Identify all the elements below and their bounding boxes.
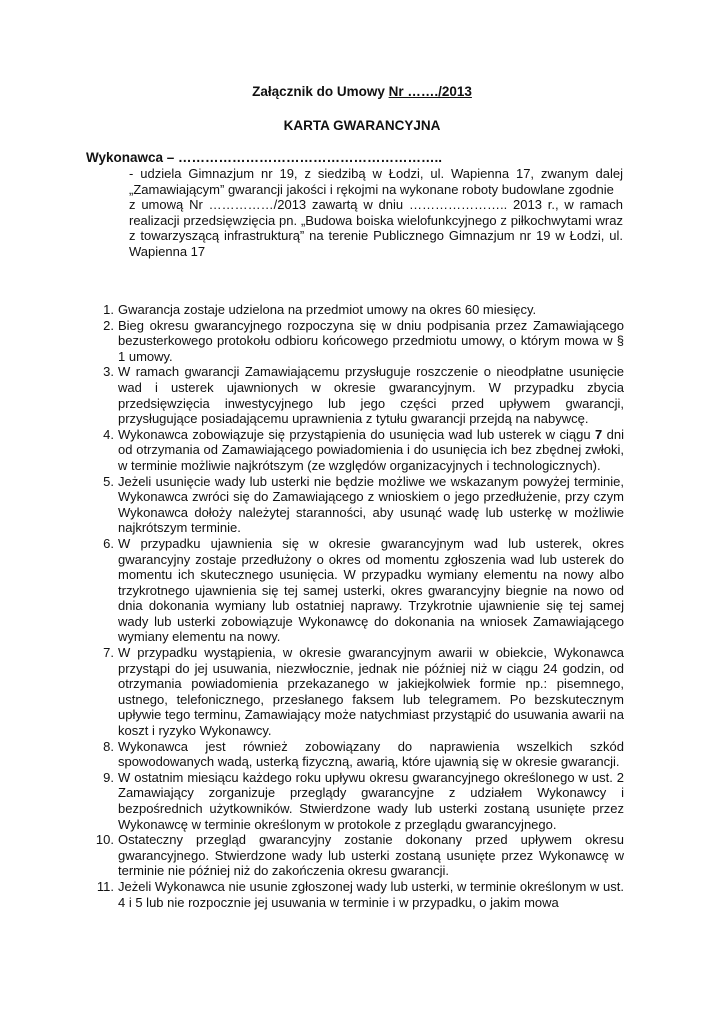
item-text: Wykonawca jest również zobowiązany do naprawienia wszelkich szkód spowodowanych wadą, usterką fizyczną, awarią, które ujawnią się w okresie gwarancji. [118,738,624,770]
item-text: W ostatnim miesiącu każdego roku upływu okresu gwarancyjnego określonego w ust. 2 Zamawiający zorganizuje przeglądy gwarancyjne z udziałem Wykonawcy i bezpośrednich użytkowników. Stwierdzone wady lub usterki zostaną usunięte przez Wykonawcę w terminie określonym w protokole z przeglądu gwarancyjnego. [118,769,624,832]
annex-prefix: Załącznik do Umowy [252,84,389,99]
intro-paragraph [129,166,623,260]
item-text: W ramach gwarancji Zamawiającemu przysługuje roszczenie o nieodpłatne usunięcie wad i usterek ujawnionych w okresie gwarancyjnym. W przypadku zbycia przedsięwzięcia inwestycyjnego lub jego części przed upływem gwarancji, przysługujące posiadającemu uprawnienia z tytułu gwarancji przejdą na nabywcę. [118,364,624,427]
list-item [90,427,624,474]
item-number: 9. [103,769,114,785]
item-number: 5. [103,473,114,489]
item-number: 8. [103,738,114,754]
list-item [90,645,624,739]
warranty-card-title: KARTA GWARANCYJNA [283,118,441,133]
warranty-terms-list [90,302,624,910]
annex-title [0,84,724,99]
item-number: 11. [96,878,114,894]
list-item [90,536,624,645]
item-text-part: dni od otrzymania od Zamawiającego powiadomienia i do usunięcia ich bez zbędnej zwłoki, w terminie możliwie najkrótszym (ze względów organizacyjnych i technologicznych). [118,426,624,473]
list-item [90,879,624,910]
item-text: Jeżeli Wykonawca nie usunie zgłoszonej wady lub usterki, w terminie określonym w ust. 4 i 5 lub nie rozpocznie jej usuwania w terminie i w przypadku, o jakim mowa [118,878,624,910]
list-item [90,318,624,365]
item-text: Ostateczny przegląd gwarancyjny zostanie dokonany przed upływem okresu gwarancyjnego. Stwierdzone wady lub usterki zostaną usunięte przez Wykonawcę w terminie nie później niż do zakończenia okresu gwarancji. [118,832,624,879]
annex-number: Nr ……./2013 [388,84,472,99]
list-item [90,770,624,832]
item-text [118,427,624,474]
intro-line-2: z umową Nr ……………/2013 zawartą w dniu ………………….. 2013 r., w ramach realizacji przedsięwzięcia pn. „Budowa boiska wielofunkcyjnego z piłkochwytami wraz z towarzyszącą infrastrukturą” na terenie Publicznego Gimnazjum nr 19 w Łodzi, ul. Wapienna 17 [129,197,623,259]
item-number: 2. [103,317,114,333]
item-number: 1. [103,302,114,317]
item-text: Bieg okresu gwarancyjnego rozpoczyna się w dniu podpisania przez Zamawiającego bezusterkowego protokołu odbioru końcowego przedmiotu umowy, o którym mowa w § 1 umowy. [118,317,624,364]
list-item [90,302,624,318]
item-number: 7. [103,645,114,661]
item-text: W przypadku ujawnienia się w okresie gwarancyjnym wad lub usterek, okres gwarancyjny zostaje przedłużony o okres od momentu zgłoszenia wad lub usterek do momentu ich skutecznego usunięcia. W przypadku wymiany elementu na nowy albo trzykrotnego ujawnienia się tej samej usterki, okres gwarancyjny biegnie na nowo od dnia dokonania wymiany lub ostatniej naprawy. Trzykrotnie ujawnienie się tej samej wady lub usterki zobowiązuje Wykonawcę do dokonania na wniosek Zamawiającego wymiany elementu na nowy. [118,535,624,645]
item-number: 4. [103,426,114,442]
intro-line-1: - udziela Gimnazjum nr 19, z siedzibą w Łodzi, ul. Wapienna 17, zwanym dalej „Zamawiającym” gwarancji jakości i rękojmi na wykonane roboty budowlane zgodnie [129,166,623,197]
list-item [90,474,624,536]
list-item [90,364,624,426]
item-text: Jeżeli usunięcie wady lub usterki nie będzie możliwe we wskazanym powyżej terminie, Wykonawca zwróci się do Zamawiającego z wnioskiem o jego przedłużenie, przy czym Wykonawca dołoży należytej staranności, aby usunąć wadę lub usterkę w możliwie najkrótszym terminie. [118,473,624,536]
list-item [90,832,624,879]
item-number: 6. [103,535,114,551]
item-text-part: Wykonawca zobowiązuje się przystąpienia do usunięcia wad lub usterek w ciągu [118,426,595,442]
item-text-bold: 7 [595,426,603,442]
contractor-label: Wykonawca – ………………………………………………….. [86,150,443,165]
item-text: W przypadku wystąpienia, w okresie gwarancyjnym awarii w obiekcie, Wykonawca przystąpi do jej usuwania, niezwłocznie, jednak nie później niż w ciągu 24 godzin, od otrzymania powiadomienia przekazanego w jakiejkolwiek formie np.: pisemnego, ustnego, telefonicznego, przesłanego faksem lub telegramem. Po bezskutecznym upływie tego terminu, Zamawiający może natychmiast przystąpić do usuwania awarii na koszt i ryzyko Wykonawcy. [118,645,624,739]
item-number: 3. [103,364,114,380]
item-number: 10. [95,832,114,848]
item-text: Gwarancja zostaje udzielona na przedmiot umowy na okres 60 miesięcy. [118,302,537,317]
list-item [90,739,624,770]
